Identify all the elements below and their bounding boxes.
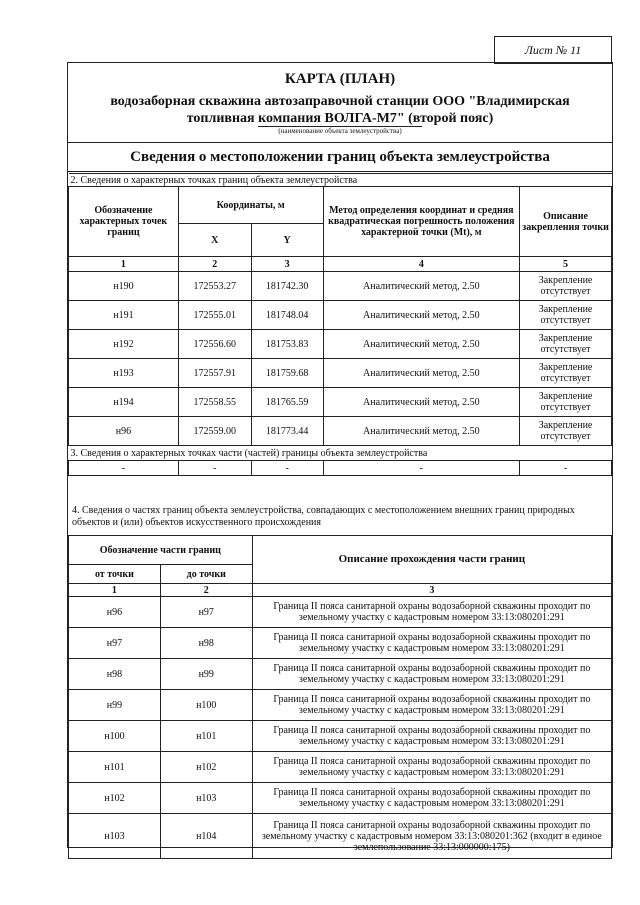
parts-table [68,535,612,859]
cell-to: н104 [160,814,252,859]
page-title: КАРТА (ПЛАН) [284,71,396,87]
dash-cell: - [323,461,520,476]
cell-d: Граница II пояса санитарной охраны водозаборной скважины проходит по земельному участку с кадастровым номером 33:13:080201:291 [252,597,611,628]
header-part-desc: Описание прохождения части границ [252,536,611,584]
cell-d: Граница II пояса санитарной охраны водозаборной скважины проходит по земельному участку с кадастровым номером 33:13:080201:291 [252,690,611,721]
cell-m: Аналитический метод, 2.50 [323,417,520,446]
table-row [69,301,612,330]
cell-x: 172555.01 [178,301,251,330]
cell-d: Закрепление отсутствует [520,359,612,388]
table-row [69,628,612,659]
cell-m: Аналитический метод, 2.50 [323,388,520,417]
dash-cell: - [178,461,251,476]
cell-d: Граница II пояса санитарной охраны водозаборной скважины проходит по земельному участку с кадастровым номером 33:13:080201:291 [252,721,611,752]
section-4-heading: 4. Сведения о частях границ объекта землеустройства, совпадающих с местоположением внешних границ природных объектов и (или) объектов искусственного происхождения [72,505,575,528]
cell-from: н98 [69,659,161,690]
dash-cell: - [520,461,612,476]
cell-y: 181742.30 [251,272,323,301]
cell-y: 181753.83 [251,330,323,359]
cell-y: 181759.68 [251,359,323,388]
cell-from: н99 [69,690,161,721]
section-2-heading: 2. Сведения о характерных точках границ объекта землеустройства [69,174,612,187]
cell-to: н101 [160,721,252,752]
cell-d: Граница II пояса санитарной охраны водозаборной скважины проходит по земельному участку с кадастровым номером 33:13:080201:291 [252,783,611,814]
cell-from: н103 [69,814,161,859]
cell-d: Закрепление отсутствует [520,388,612,417]
cell-d: Закрепление отсутствует [520,417,612,446]
col-num: 2 [160,584,252,597]
cell-d: Закрепление отсутствует [520,272,612,301]
cell-from: н100 [69,721,161,752]
section-3-heading: 3. Сведения о характерных точках части (частей) границы объекта землеустройства [69,446,612,461]
col-num: 3 [252,584,611,597]
sheet-number: Лист № 11 [494,36,612,64]
header-x: X [178,224,251,257]
cell-to: н99 [160,659,252,690]
section-title: Сведения о местоположении границ объекта землеустройства [68,142,612,172]
table-row [69,721,612,752]
table-row [69,814,612,859]
page-subtitle: водозаборная скважина автозаправочной станции ООО "Владимирская топливная компания ВОЛГА-М7" (второй пояс) [110,94,570,126]
header-coords: Координаты, м [178,187,323,224]
table-row [69,752,612,783]
cell-d: Граница II пояса санитарной охраны водозаборной скважины проходит по земельному участку с кадастровым номером 33:13:080201:362 (входит в единое землепользование 33:13:000000:175) [252,814,611,859]
table-row [69,597,612,628]
table-row [69,272,612,301]
cell-m: Аналитический метод, 2.50 [323,359,520,388]
points-table [68,173,612,476]
cell-p: н193 [69,359,179,388]
cell-y: 181773.44 [251,417,323,446]
cell-p: н191 [69,301,179,330]
col-num: 2 [178,257,251,272]
cell-p: н96 [69,417,179,446]
table-row [69,659,612,690]
cell-m: Аналитический метод, 2.50 [323,272,520,301]
subtitle-caption: (наименование объекта землеустройства) [68,127,612,135]
cell-y: 181765.59 [251,388,323,417]
cell-from: н101 [69,752,161,783]
cell-to: н103 [160,783,252,814]
dash-cell: - [69,461,179,476]
cell-d: Граница II пояса санитарной охраны водозаборной скважины проходит по земельному участку с кадастровым номером 33:13:080201:291 [252,752,611,783]
cell-p: н190 [69,272,179,301]
cell-d: Граница II пояса санитарной охраны водозаборной скважины проходит по земельному участку с кадастровым номером 33:13:080201:291 [252,659,611,690]
cell-y: 181748.04 [251,301,323,330]
cell-from: н102 [69,783,161,814]
header-part: Обозначение части границ [69,536,253,565]
table-row [69,783,612,814]
cell-to: н100 [160,690,252,721]
cell-from: н96 [69,597,161,628]
table-row [69,388,612,417]
table-row [69,359,612,388]
header-to: до точки [160,565,252,584]
header-method: Метод определения координат и средняя квадратическая погрешность положения характерной точки (Mt), м [323,187,520,257]
cell-x: 172553.27 [178,272,251,301]
header-y: Y [251,224,323,257]
col-num: 3 [251,257,323,272]
cell-m: Аналитический метод, 2.50 [323,301,520,330]
cell-p: н194 [69,388,179,417]
header-desc: Описание закрепления точки [520,187,612,257]
cell-x: 172559.00 [178,417,251,446]
table-row [69,690,612,721]
cell-to: н98 [160,628,252,659]
cell-x: 172557.91 [178,359,251,388]
header-from: от точки [69,565,161,584]
table-row [69,417,612,446]
cell-x: 172556.60 [178,330,251,359]
document-frame [67,62,613,853]
cell-to: н97 [160,597,252,628]
cell-from: н97 [69,628,161,659]
cell-d: Закрепление отсутствует [520,301,612,330]
col-num: 4 [323,257,520,272]
cell-p: н192 [69,330,179,359]
dash-cell: - [251,461,323,476]
table-row [69,330,612,359]
header-point: Обозначение характерных точек границ [69,187,179,257]
cell-to: н102 [160,752,252,783]
col-num: 1 [69,257,179,272]
col-num: 1 [69,584,161,597]
cell-x: 172558.55 [178,388,251,417]
cell-d: Закрепление отсутствует [520,330,612,359]
cell-d: Граница II пояса санитарной охраны водозаборной скважины проходит по земельному участку с кадастровым номером 33:13:080201:291 [252,628,611,659]
col-num: 5 [520,257,612,272]
cell-m: Аналитический метод, 2.50 [323,330,520,359]
